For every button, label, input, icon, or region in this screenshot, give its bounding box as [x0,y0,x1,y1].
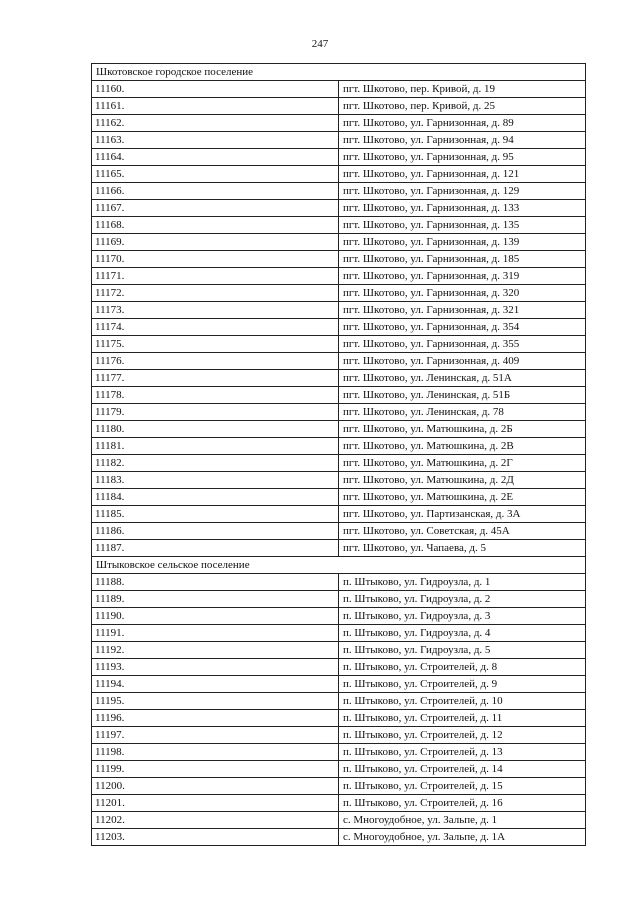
row-number: 11189. [92,591,339,608]
table-row [92,132,586,149]
section-header-row [92,557,586,574]
row-number: 11183. [92,472,339,489]
table-row [92,115,586,132]
row-number: 11162. [92,115,339,132]
row-address: пгт. Шкотово, ул. Гарнизонная, д. 354 [339,319,586,336]
row-number: 11186. [92,523,339,540]
row-number: 11171. [92,268,339,285]
row-number: 11160. [92,81,339,98]
table-row [92,387,586,404]
row-number: 11168. [92,217,339,234]
row-address: пгт. Шкотово, ул. Гарнизонная, д. 129 [339,183,586,200]
row-number: 11199. [92,761,339,778]
table-row [92,625,586,642]
table-row [92,608,586,625]
row-number: 11192. [92,642,339,659]
address-table [91,63,586,846]
table-row [92,353,586,370]
row-number: 11175. [92,336,339,353]
table-row [92,438,586,455]
table-row [92,336,586,353]
row-address: пгт. Шкотово, ул. Матюшкина, д. 2Г [339,455,586,472]
address-table-body [92,64,586,846]
row-address: пгт. Шкотово, ул. Ленинская, д. 51А [339,370,586,387]
row-number: 11190. [92,608,339,625]
row-address: пгт. Шкотово, ул. Советская, д. 45А [339,523,586,540]
table-row [92,744,586,761]
row-number: 11182. [92,455,339,472]
table-row [92,795,586,812]
row-number: 11196. [92,710,339,727]
table-row [92,506,586,523]
table-row [92,455,586,472]
row-number: 11179. [92,404,339,421]
row-address: с. Многоудобное, ул. Зальпе, д. 1 [339,812,586,829]
row-number: 11173. [92,302,339,319]
table-row [92,676,586,693]
table-row [92,370,586,387]
section-title: Шкотовское городское поселение [92,64,586,81]
row-address: пгт. Шкотово, ул. Гарнизонная, д. 94 [339,132,586,149]
table-row [92,302,586,319]
row-number: 11169. [92,234,339,251]
table-row [92,98,586,115]
row-address: пгт. Шкотово, ул. Партизанская, д. 3А [339,506,586,523]
table-row [92,523,586,540]
table-row [92,642,586,659]
row-address: пгт. Шкотово, ул. Гарнизонная, д. 319 [339,268,586,285]
row-address: п. Штыково, ул. Строителей, д. 11 [339,710,586,727]
table-row [92,421,586,438]
row-number: 11176. [92,353,339,370]
row-address: п. Штыково, ул. Строителей, д. 14 [339,761,586,778]
row-number: 11177. [92,370,339,387]
row-address: пгт. Шкотово, ул. Гарнизонная, д. 135 [339,217,586,234]
table-row [92,404,586,421]
row-number: 11198. [92,744,339,761]
row-number: 11184. [92,489,339,506]
row-address: пгт. Шкотово, ул. Матюшкина, д. 2В [339,438,586,455]
row-address: п. Штыково, ул. Строителей, д. 13 [339,744,586,761]
table-row [92,727,586,744]
row-address: п. Штыково, ул. Гидроузла, д. 3 [339,608,586,625]
row-number: 11164. [92,149,339,166]
row-address: пгт. Шкотово, ул. Матюшкина, д. 2Е [339,489,586,506]
table-row [92,200,586,217]
table-row [92,659,586,676]
table-row [92,81,586,98]
row-number: 11193. [92,659,339,676]
row-address: п. Штыково, ул. Строителей, д. 12 [339,727,586,744]
row-address: п. Штыково, ул. Строителей, д. 15 [339,778,586,795]
row-address: пгт. Шкотово, ул. Гарнизонная, д. 355 [339,336,586,353]
row-address: п. Штыково, ул. Гидроузла, д. 5 [339,642,586,659]
section-header-row [92,64,586,81]
row-address: п. Штыково, ул. Строителей, д. 10 [339,693,586,710]
row-number: 11188. [92,574,339,591]
row-address: пгт. Шкотово, ул. Ленинская, д. 78 [339,404,586,421]
row-address: п. Штыково, ул. Гидроузла, д. 2 [339,591,586,608]
row-address: пгт. Шкотово, ул. Чапаева, д. 5 [339,540,586,557]
row-address: пгт. Шкотово, ул. Гарнизонная, д. 320 [339,285,586,302]
table-row [92,268,586,285]
section-title: Штыковское сельское поселение [92,557,586,574]
table-row [92,540,586,557]
row-address: п. Штыково, ул. Строителей, д. 8 [339,659,586,676]
table-row [92,829,586,846]
row-address: пгт. Шкотово, ул. Матюшкина, д. 2Д [339,472,586,489]
row-number: 11172. [92,285,339,302]
table-row [92,217,586,234]
table-row [92,591,586,608]
table-row [92,489,586,506]
table-row [92,693,586,710]
row-number: 11165. [92,166,339,183]
row-address: пгт. Шкотово, пер. Кривой, д. 25 [339,98,586,115]
table-row [92,251,586,268]
row-number: 11197. [92,727,339,744]
table-row [92,812,586,829]
row-address: п. Штыково, ул. Строителей, д. 16 [339,795,586,812]
table-row [92,149,586,166]
row-address: пгт. Шкотово, ул. Гарнизонная, д. 89 [339,115,586,132]
row-address: пгт. Шкотово, ул. Гарнизонная, д. 185 [339,251,586,268]
page-number: 247 [311,38,329,50]
row-address: пгт. Шкотово, ул. Гарнизонная, д. 95 [339,149,586,166]
row-address: пгт. Шкотово, ул. Гарнизонная, д. 409 [339,353,586,370]
row-address: пгт. Шкотово, ул. Гарнизонная, д. 121 [339,166,586,183]
row-address: пгт. Шкотово, пер. Кривой, д. 19 [339,81,586,98]
row-address: п. Штыково, ул. Гидроузла, д. 4 [339,625,586,642]
row-number: 11202. [92,812,339,829]
table-row [92,761,586,778]
row-number: 11203. [92,829,339,846]
row-number: 11201. [92,795,339,812]
table-row [92,285,586,302]
row-number: 11166. [92,183,339,200]
table-row [92,166,586,183]
row-address: пгт. Шкотово, ул. Гарнизонная, д. 133 [339,200,586,217]
row-number: 11161. [92,98,339,115]
row-address: пгт. Шкотово, ул. Гарнизонная, д. 321 [339,302,586,319]
row-address: п. Штыково, ул. Строителей, д. 9 [339,676,586,693]
table-row [92,183,586,200]
row-number: 11191. [92,625,339,642]
row-number: 11194. [92,676,339,693]
row-number: 11181. [92,438,339,455]
table-row [92,710,586,727]
table-row [92,472,586,489]
row-address: п. Штыково, ул. Гидроузла, д. 1 [339,574,586,591]
row-address: пгт. Шкотово, ул. Матюшкина, д. 2Б [339,421,586,438]
row-number: 11187. [92,540,339,557]
row-address: с. Многоудобное, ул. Зальпе, д. 1А [339,829,586,846]
row-number: 11170. [92,251,339,268]
row-number: 11185. [92,506,339,523]
table-row [92,778,586,795]
row-number: 11163. [92,132,339,149]
table-row [92,574,586,591]
row-address: пгт. Шкотово, ул. Ленинская, д. 51Б [339,387,586,404]
row-number: 11174. [92,319,339,336]
row-number: 11180. [92,421,339,438]
row-number: 11200. [92,778,339,795]
table-row [92,234,586,251]
table-row [92,319,586,336]
row-number: 11167. [92,200,339,217]
row-number: 11178. [92,387,339,404]
row-number: 11195. [92,693,339,710]
row-address: пгт. Шкотово, ул. Гарнизонная, д. 139 [339,234,586,251]
